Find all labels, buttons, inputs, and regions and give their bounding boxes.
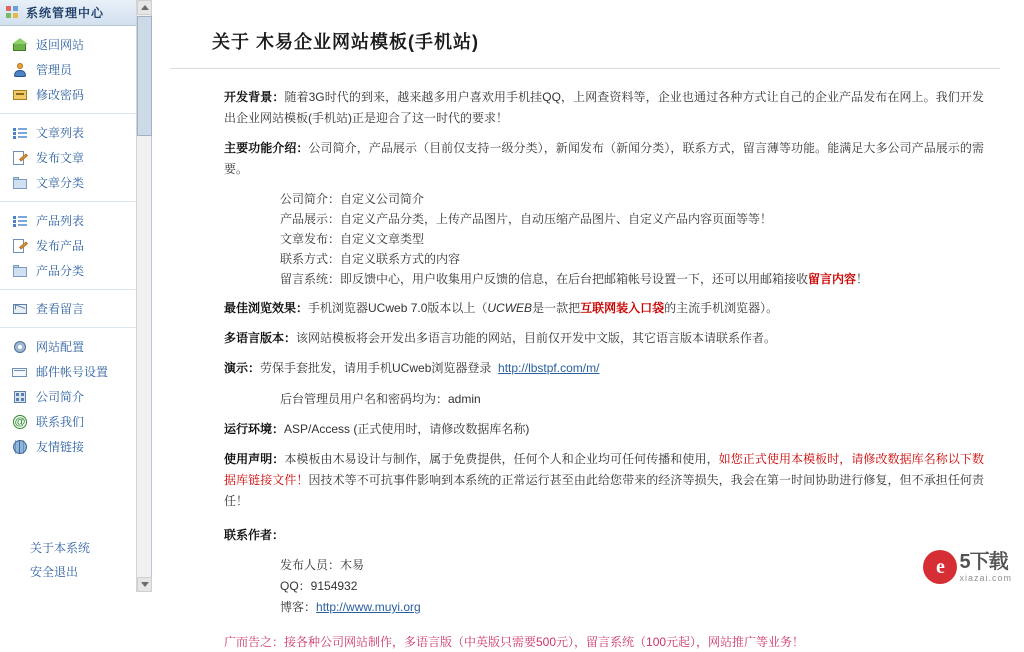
list-icon [12,125,28,141]
nav-group-messages [0,290,151,328]
feature-value-highlight: 留言内容 [808,272,857,286]
list-item [280,555,984,576]
blog-link[interactable]: http://www.muyi.org [316,600,421,614]
statement-text-b: 因技术等不可抗事件影响到本系统的正常运行甚至由此给您带来的经济等损失，我会在第一时间协助进行修复，但不承担任何责任！ [224,473,984,508]
section-multilang [224,328,984,349]
list-item [280,229,984,249]
sidebar-item-friendly-links[interactable] [0,434,151,459]
background-lead: 开发背景： [224,90,285,104]
nav-group-articles [0,114,151,202]
sidebar-title: 系统管理中心 [26,6,105,20]
sidebar-item-product-list[interactable] [0,208,151,233]
folder-icon [12,263,28,279]
sidebar-item-label: 产品分类 [36,264,85,278]
list-item [280,209,984,229]
section-browser [224,298,984,319]
list-item [280,597,984,618]
sidebar-item-return-site[interactable] [0,32,151,57]
sidebar-item-product-category[interactable] [0,258,151,283]
contact-key: 发布人员： [280,558,341,572]
list-item [280,249,984,269]
list-item [280,189,984,209]
statement-lead: 使用声明： [224,452,285,466]
feature-key: 公司简介： [280,192,341,206]
globe-icon [12,439,28,455]
demo-link[interactable]: http://lbstpf.com/m/ [498,361,600,375]
demo-text: 劳保手套批发，请用手机UCweb浏览器登录 [260,361,492,375]
write-icon [12,238,28,254]
watermark-title: 5下载 [959,550,1008,573]
grid-icon [6,6,20,20]
nav-group-account [0,26,151,114]
browser-text-b: 是一款把 [532,301,581,315]
browser-text-a: 手机浏览器UCweb 7.0版本以上（ [308,301,488,315]
mail-account-icon [12,364,28,380]
statement-text-a: 本模板由木易设计与制作，属于免费提供，任何个人和企业均可任何传播和使用， [284,452,719,466]
sidebar [0,0,152,592]
main-content [152,0,1024,649]
browser-lead: 最佳浏览效果： [224,301,309,315]
list-icon [12,213,28,229]
browser-text-italic: UCWEB [487,301,533,315]
sidebar-item-contact-us[interactable] [0,409,151,434]
feature-value: 自定义联系方式的内容 [340,252,461,266]
sidebar-item-label: 管理员 [36,63,73,77]
section-demo [224,358,984,379]
demo-lead: 演示： [224,361,261,375]
sidebar-item-label: 修改密码 [36,88,85,102]
about-system-link[interactable]: 关于本系统 [30,541,91,555]
section-contact [224,525,984,546]
sidebar-item-article-category[interactable] [0,170,151,195]
section-features [224,138,984,180]
watermark-domain: xiazai.com [959,572,1012,583]
contact-list [224,555,984,618]
nav-group-products [0,202,151,290]
watermark-text [959,552,1012,583]
statement-text-highlight: 如您正式使用本模板时，请修改数据库名称以下数据库链接文件！ [224,452,984,487]
features-lead: 主要功能介绍： [224,141,309,155]
multilang-text: 该网站模板将会开发出多语言功能的网站，目前仅开发中文版，其它语言版本请联系作者。 [296,331,777,345]
write-icon [12,150,28,166]
sidebar-item-publish-article[interactable] [0,145,151,170]
sidebar-item-label: 公司简介 [36,390,85,404]
contact-lead: 联系作者： [224,528,285,542]
contact-key: QQ： [280,579,311,593]
sidebar-item-label: 文章分类 [36,176,85,190]
sidebar-footer [0,536,151,584]
browser-text-c: 的主流手机浏览器）。 [664,301,779,315]
feature-key: 文章发布： [280,232,341,246]
sidebar-item-admin[interactable] [0,57,151,82]
section-runtime [224,419,984,440]
logout-link[interactable]: 安全退出 [30,565,79,579]
contact-key: 博客： [280,600,317,614]
sidebar-item-company-profile[interactable] [0,384,151,409]
sidebar-scrollbar[interactable] [136,0,151,592]
article-body [152,69,1024,652]
sidebar-item-label: 查看留言 [36,302,85,316]
sidebar-header [0,0,151,26]
user-icon [12,62,28,78]
sidebar-item-view-messages[interactable] [0,296,151,321]
sidebar-item-label: 发布产品 [36,239,85,253]
feature-key: 产品展示： [280,212,341,226]
sidebar-item-label: 文章列表 [36,126,85,140]
sidebar-item-publish-product[interactable] [0,233,151,258]
site-watermark [923,550,1012,584]
contact-value: 木易 [340,558,365,572]
feature-key: 留言系统： [280,272,341,286]
feature-key: 联系方式： [280,252,341,266]
gear-icon [12,339,28,355]
page-title: 关于 木易企业网站模板(手机站) [170,0,1000,69]
background-text: 随着3G时代的到来，越来越多用户喜欢用手机挂QQ，上网查资料等，企业也通过各种方式让自己的企业产品发布在网上。我们开发出企业网站模板(手机站)正是迎合了这一时代的要求！ [224,90,984,125]
sidebar-item-article-list[interactable] [0,120,151,145]
sidebar-item-label: 网站配置 [36,340,85,354]
features-list [224,189,984,289]
at-icon: @ [12,414,28,430]
sidebar-item-label: 友情链接 [36,440,85,454]
section-statement [224,449,984,512]
sidebar-item-site-config[interactable] [0,334,151,359]
message-icon [12,301,28,317]
sidebar-item-label: 联系我们 [36,415,85,429]
scrollbar-thumb[interactable] [137,16,152,136]
sidebar-item-label: 产品列表 [36,214,85,228]
watermark-logo-icon: e [923,550,957,584]
key-icon [12,87,28,103]
scroll-up-arrow[interactable] [137,0,152,15]
list-item [280,269,984,289]
runtime-lead: 运行环境： [224,422,285,436]
advertisement-notice: 广而告之：接各种公司网站制作，多语言版（中英版只需要500元），留言系统（100元起），网站推广等业务！ [224,635,805,649]
feature-value: 自定义公司简介 [340,192,425,206]
sidebar-item-mail-account[interactable] [0,359,151,384]
folder-icon [12,175,28,191]
feature-value-tail: ！ [856,272,869,286]
features-text: 公司简介，产品展示（目前仅支持一级分类），新闻发布（新闻分类），联系方式，留言薄等功能。能满足大多公司产品展示的需要。 [224,141,984,176]
scroll-down-arrow[interactable] [137,577,152,592]
feature-value: 自定义产品分类，上传产品图片，自动压缩产品图片、自定义产品内容页面等等！ [340,212,773,226]
building-icon [12,389,28,405]
sidebar-item-change-password[interactable] [0,82,151,107]
nav-group-settings [0,328,151,465]
feature-value: 自定义文章类型 [340,232,425,246]
list-item [280,576,984,597]
runtime-text: ASP/Access (正式使用时，请修改数据库名称) [284,422,530,436]
demo-credentials: 后台管理员用户名和密码均为：admin [280,392,481,406]
home-icon [12,37,28,53]
sidebar-item-label: 邮件帐号设置 [36,365,109,379]
feature-value: 即反馈中心，用户收集用户反馈的信息，在后台把邮箱帐号设置一下，还可以用邮箱接收 [340,272,809,286]
sidebar-item-label: 返回网站 [36,38,85,52]
browser-text-highlight: 互联网装入口袋 [580,301,665,315]
sidebar-item-label: 发布文章 [36,151,85,165]
contact-value: 9154932 [310,579,358,593]
multilang-lead: 多语言版本： [224,331,297,345]
section-background [224,87,984,129]
